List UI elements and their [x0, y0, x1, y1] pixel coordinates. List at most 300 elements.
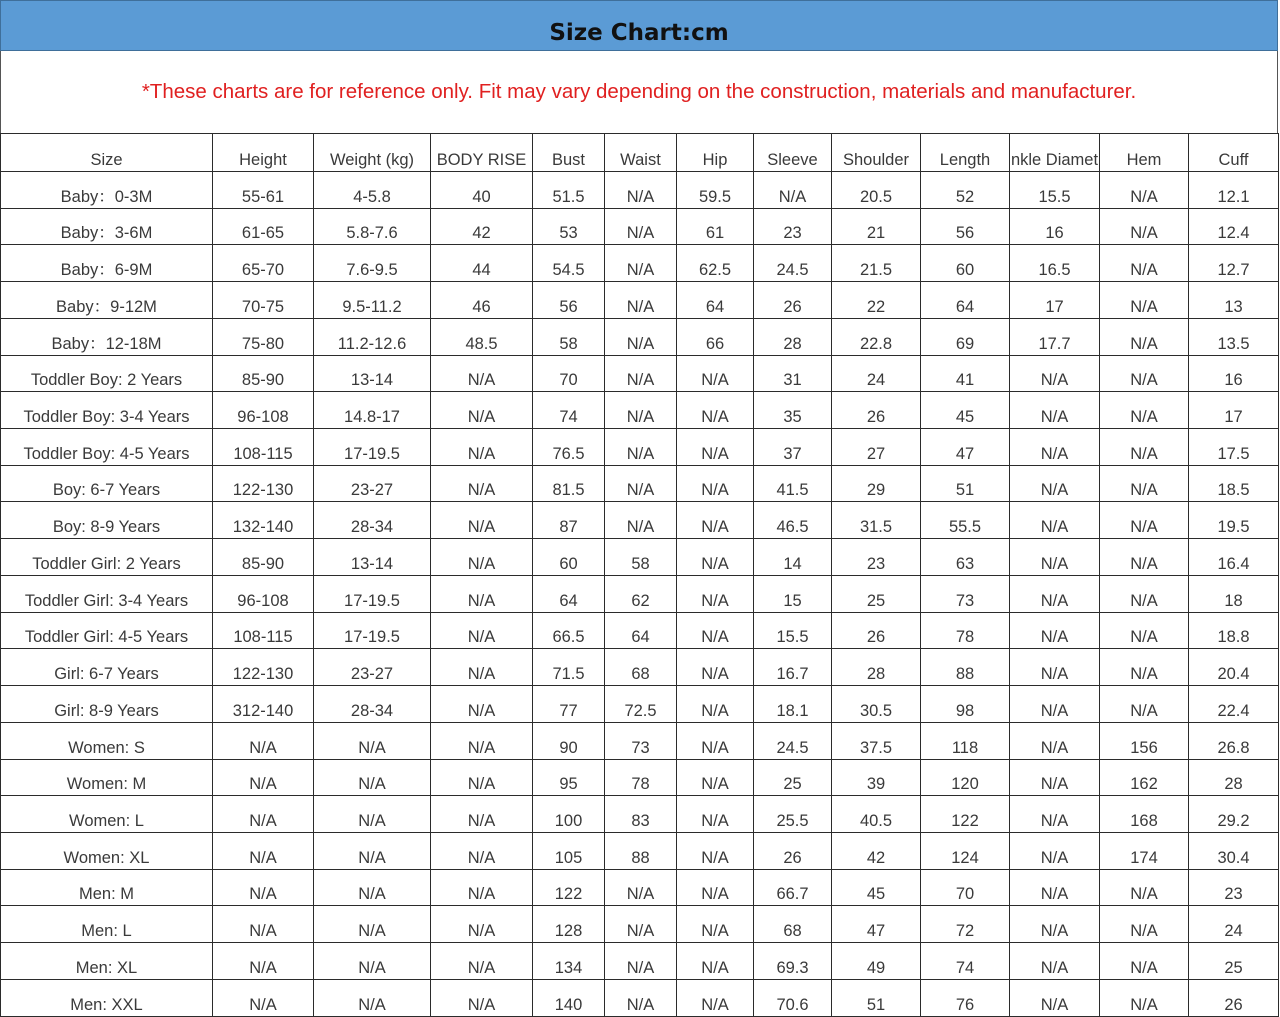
table-cell: 37 — [754, 429, 832, 466]
table-row — [1, 355, 1279, 392]
size-label-cell: Baby：9-12M — [1, 282, 213, 319]
page-title: Size Chart:cm — [549, 19, 729, 46]
size-label-cell: Baby：6-9M — [1, 245, 213, 282]
table-cell: 14 — [754, 539, 832, 576]
table-cell: 162 — [1100, 759, 1189, 796]
table-cell: N/A — [677, 722, 754, 759]
table-cell: 23 — [754, 208, 832, 245]
table-cell: N/A — [1100, 355, 1189, 392]
table-cell: 26 — [832, 612, 921, 649]
table-cell: N/A — [1100, 465, 1189, 502]
table-row — [1, 612, 1279, 649]
table-cell: N/A — [431, 575, 533, 612]
table-cell: 75-80 — [213, 318, 314, 355]
table-cell: 26 — [1189, 979, 1279, 1016]
size-label-cell: Boy: 8-9 Years — [1, 502, 213, 539]
table-cell: 28 — [1189, 759, 1279, 796]
table-cell: 23-27 — [314, 465, 431, 502]
table-header-row — [1, 134, 1279, 172]
table-cell: 88 — [605, 832, 677, 869]
table-cell: 47 — [832, 906, 921, 943]
size-label-cell: Toddler Boy: 2 Years — [1, 355, 213, 392]
table-cell: 17 — [1010, 282, 1100, 319]
table-cell: N/A — [213, 869, 314, 906]
table-cell: 51 — [832, 979, 921, 1016]
table-cell: 70 — [533, 355, 605, 392]
size-label-cell: Toddler Girl: 4-5 Years — [1, 612, 213, 649]
table-cell: N/A — [431, 502, 533, 539]
table-cell: N/A — [1100, 649, 1189, 686]
table-cell: N/A — [431, 686, 533, 723]
table-cell: 28-34 — [314, 686, 431, 723]
table-cell: N/A — [1100, 429, 1189, 466]
table-cell: 77 — [533, 686, 605, 723]
table-cell: 17.5 — [1189, 429, 1279, 466]
size-label-cell: Baby：12-18M — [1, 318, 213, 355]
table-cell: 24.5 — [754, 245, 832, 282]
table-cell: 72.5 — [605, 686, 677, 723]
table-cell: 128 — [533, 906, 605, 943]
table-row — [1, 722, 1279, 759]
table-cell: 15.5 — [1010, 172, 1100, 209]
table-cell: 64 — [921, 282, 1010, 319]
table-cell: N/A — [1100, 612, 1189, 649]
size-label-cell: Baby：3-6M — [1, 208, 213, 245]
table-cell: 74 — [533, 392, 605, 429]
table-cell: 29 — [832, 465, 921, 502]
table-cell: 28 — [832, 649, 921, 686]
table-cell: 48.5 — [431, 318, 533, 355]
size-label-cell: Toddler Girl: 3-4 Years — [1, 575, 213, 612]
table-cell: 95 — [533, 759, 605, 796]
table-cell: 21.5 — [832, 245, 921, 282]
table-cell: 22.4 — [1189, 686, 1279, 723]
table-row — [1, 686, 1279, 723]
table-cell: 31 — [754, 355, 832, 392]
table-row — [1, 392, 1279, 429]
table-cell: N/A — [1100, 539, 1189, 576]
table-cell: 17-19.5 — [314, 612, 431, 649]
table-cell: 74 — [921, 943, 1010, 980]
table-cell: N/A — [677, 465, 754, 502]
table-cell: 55-61 — [213, 172, 314, 209]
table-row — [1, 979, 1279, 1016]
table-cell: 59.5 — [677, 172, 754, 209]
table-cell: 70.6 — [754, 979, 832, 1016]
table-cell: 60 — [921, 245, 1010, 282]
table-cell: N/A — [677, 539, 754, 576]
table-cell: 7.6-9.5 — [314, 245, 431, 282]
table-cell: 25 — [754, 759, 832, 796]
table-cell: N/A — [754, 172, 832, 209]
table-cell: 105 — [533, 832, 605, 869]
table-cell: 81.5 — [533, 465, 605, 502]
table-cell: N/A — [431, 612, 533, 649]
table-cell: 58 — [605, 539, 677, 576]
table-cell: N/A — [213, 796, 314, 833]
table-cell: N/A — [1010, 906, 1100, 943]
table-cell: 45 — [832, 869, 921, 906]
table-cell: N/A — [677, 502, 754, 539]
table-cell: N/A — [314, 796, 431, 833]
table-cell: 100 — [533, 796, 605, 833]
column-header: Height — [213, 134, 314, 172]
table-cell: 30.5 — [832, 686, 921, 723]
table-cell: 16.5 — [1010, 245, 1100, 282]
size-label-cell: Women: L — [1, 796, 213, 833]
size-label-cell: Men: XXL — [1, 979, 213, 1016]
column-header: Bust — [533, 134, 605, 172]
table-cell: 12.1 — [1189, 172, 1279, 209]
table-cell: 66.5 — [533, 612, 605, 649]
table-cell: 61 — [677, 208, 754, 245]
table-cell: 16 — [1189, 355, 1279, 392]
size-label-cell: Baby：0-3M — [1, 172, 213, 209]
table-cell: 42 — [431, 208, 533, 245]
table-cell: 54.5 — [533, 245, 605, 282]
table-cell: 69.3 — [754, 943, 832, 980]
table-cell: N/A — [1010, 759, 1100, 796]
table-cell: N/A — [1100, 943, 1189, 980]
table-cell: 25.5 — [754, 796, 832, 833]
table-cell: N/A — [1100, 906, 1189, 943]
table-cell: 23 — [832, 539, 921, 576]
table-cell: 42 — [832, 832, 921, 869]
table-cell: N/A — [677, 869, 754, 906]
column-header: nkle Diamet — [1010, 134, 1100, 172]
table-cell: 68 — [754, 906, 832, 943]
table-cell: N/A — [605, 355, 677, 392]
table-cell: N/A — [431, 869, 533, 906]
table-cell: 26 — [832, 392, 921, 429]
table-cell: 22 — [832, 282, 921, 319]
table-cell: 78 — [605, 759, 677, 796]
table-cell: 27 — [832, 429, 921, 466]
table-cell: 4-5.8 — [314, 172, 431, 209]
table-cell: 22.8 — [832, 318, 921, 355]
table-cell: 108-115 — [213, 429, 314, 466]
table-cell: N/A — [314, 759, 431, 796]
table-cell: N/A — [213, 979, 314, 1016]
table-row — [1, 429, 1279, 466]
table-cell: N/A — [431, 355, 533, 392]
size-chart-table — [0, 133, 1279, 1017]
table-cell: N/A — [605, 318, 677, 355]
table-cell: 13-14 — [314, 355, 431, 392]
table-cell: N/A — [1100, 282, 1189, 319]
table-cell: 69 — [921, 318, 1010, 355]
table-cell: N/A — [431, 429, 533, 466]
table-cell: 120 — [921, 759, 1010, 796]
table-cell: N/A — [213, 943, 314, 980]
table-cell: 124 — [921, 832, 1010, 869]
table-cell: 11.2-12.6 — [314, 318, 431, 355]
table-cell: 96-108 — [213, 575, 314, 612]
table-row — [1, 832, 1279, 869]
table-cell: N/A — [1010, 539, 1100, 576]
table-cell: N/A — [431, 832, 533, 869]
table-cell: 41.5 — [754, 465, 832, 502]
table-cell: N/A — [605, 208, 677, 245]
table-cell: N/A — [1010, 502, 1100, 539]
column-header: Shoulder — [832, 134, 921, 172]
table-cell: 140 — [533, 979, 605, 1016]
table-cell: 9.5-11.2 — [314, 282, 431, 319]
note-area — [0, 51, 1278, 133]
table-cell: N/A — [1010, 575, 1100, 612]
table-cell: 23-27 — [314, 649, 431, 686]
table-cell: 28-34 — [314, 502, 431, 539]
table-cell: 51 — [921, 465, 1010, 502]
table-cell: 168 — [1100, 796, 1189, 833]
table-cell: 30.4 — [1189, 832, 1279, 869]
table-cell: 29.2 — [1189, 796, 1279, 833]
table-cell: N/A — [1100, 979, 1189, 1016]
table-cell: N/A — [314, 869, 431, 906]
table-cell: 132-140 — [213, 502, 314, 539]
table-cell: N/A — [677, 575, 754, 612]
table-cell: 118 — [921, 722, 1010, 759]
table-cell: 122-130 — [213, 465, 314, 502]
table-cell: 66.7 — [754, 869, 832, 906]
table-cell: 85-90 — [213, 539, 314, 576]
table-cell: N/A — [1010, 612, 1100, 649]
size-label-cell: Women: XL — [1, 832, 213, 869]
size-label-cell: Toddler Boy: 3-4 Years — [1, 392, 213, 429]
table-cell: N/A — [677, 759, 754, 796]
table-cell: 122 — [921, 796, 1010, 833]
column-header: Hem — [1100, 134, 1189, 172]
table-cell: 64 — [533, 575, 605, 612]
table-cell: 24 — [832, 355, 921, 392]
column-header: BODY RISE — [431, 134, 533, 172]
table-cell: N/A — [213, 722, 314, 759]
table-cell: 31.5 — [832, 502, 921, 539]
size-label-cell: Boy: 6-7 Years — [1, 465, 213, 502]
table-cell: 73 — [921, 575, 1010, 612]
table-cell: N/A — [605, 429, 677, 466]
table-cell: 63 — [921, 539, 1010, 576]
table-cell: N/A — [677, 906, 754, 943]
table-cell: 56 — [533, 282, 605, 319]
table-cell: N/A — [605, 869, 677, 906]
table-cell: 18.1 — [754, 686, 832, 723]
table-row — [1, 502, 1279, 539]
table-cell: 108-115 — [213, 612, 314, 649]
table-cell: 23 — [1189, 869, 1279, 906]
table-cell: N/A — [1100, 575, 1189, 612]
table-cell: 40 — [431, 172, 533, 209]
size-label-cell: Toddler Girl: 2 Years — [1, 539, 213, 576]
table-cell: 24.5 — [754, 722, 832, 759]
table-cell: 56 — [921, 208, 1010, 245]
table-cell: N/A — [314, 722, 431, 759]
column-header: Hip — [677, 134, 754, 172]
table-cell: 17 — [1189, 392, 1279, 429]
table-cell: 39 — [832, 759, 921, 796]
table-row — [1, 869, 1279, 906]
table-cell: N/A — [677, 796, 754, 833]
table-cell: 78 — [921, 612, 1010, 649]
column-header: Cuff — [1189, 134, 1279, 172]
table-cell: N/A — [431, 906, 533, 943]
column-header: Sleeve — [754, 134, 832, 172]
table-cell: 96-108 — [213, 392, 314, 429]
table-cell: 98 — [921, 686, 1010, 723]
table-cell: N/A — [1010, 392, 1100, 429]
table-cell: N/A — [605, 392, 677, 429]
table-cell: N/A — [605, 979, 677, 1016]
table-cell: N/A — [605, 245, 677, 282]
table-cell: 62.5 — [677, 245, 754, 282]
table-cell: N/A — [1010, 796, 1100, 833]
table-cell: N/A — [605, 465, 677, 502]
table-cell: 37.5 — [832, 722, 921, 759]
table-row — [1, 208, 1279, 245]
table-cell: 15.5 — [754, 612, 832, 649]
table-cell: 46.5 — [754, 502, 832, 539]
table-cell: N/A — [1100, 686, 1189, 723]
table-cell: N/A — [431, 759, 533, 796]
table-cell: N/A — [677, 355, 754, 392]
size-label-cell: Men: XL — [1, 943, 213, 980]
table-cell: 25 — [1189, 943, 1279, 980]
column-header: Waist — [605, 134, 677, 172]
table-cell: 70 — [921, 869, 1010, 906]
table-cell: 52 — [921, 172, 1010, 209]
size-label-cell: Girl: 6-7 Years — [1, 649, 213, 686]
table-cell: 26 — [754, 832, 832, 869]
table-cell: 13.5 — [1189, 318, 1279, 355]
table-cell: N/A — [431, 943, 533, 980]
table-cell: 17.7 — [1010, 318, 1100, 355]
table-cell: 45 — [921, 392, 1010, 429]
table-cell: N/A — [605, 282, 677, 319]
table-cell: N/A — [431, 465, 533, 502]
table-cell: N/A — [431, 722, 533, 759]
table-cell: 65-70 — [213, 245, 314, 282]
table-cell: 76 — [921, 979, 1010, 1016]
table-cell: N/A — [605, 172, 677, 209]
table-cell: 134 — [533, 943, 605, 980]
table-cell: 46 — [431, 282, 533, 319]
size-label-cell: Men: M — [1, 869, 213, 906]
table-cell: N/A — [1010, 649, 1100, 686]
table-cell: 62 — [605, 575, 677, 612]
table-cell: N/A — [431, 796, 533, 833]
table-cell: 49 — [832, 943, 921, 980]
reference-note: *These charts are for reference only. Fit may vary depending on the construction, materials and manufacturer. — [141, 80, 1137, 103]
table-cell: 51.5 — [533, 172, 605, 209]
column-header: Length — [921, 134, 1010, 172]
table-cell: N/A — [1100, 869, 1189, 906]
table-body — [1, 172, 1279, 1017]
table-cell: 12.4 — [1189, 208, 1279, 245]
table-cell: 44 — [431, 245, 533, 282]
table-cell: 58 — [533, 318, 605, 355]
table-cell: N/A — [677, 649, 754, 686]
table-cell: 17-19.5 — [314, 429, 431, 466]
size-label-cell: Women: M — [1, 759, 213, 796]
table-cell: N/A — [314, 979, 431, 1016]
title-bar — [0, 0, 1278, 51]
table-cell: 12.7 — [1189, 245, 1279, 282]
table-cell: 26 — [754, 282, 832, 319]
table-cell: N/A — [677, 429, 754, 466]
table-cell: 71.5 — [533, 649, 605, 686]
table-cell: 156 — [1100, 722, 1189, 759]
table-cell: 61-65 — [213, 208, 314, 245]
table-cell: 83 — [605, 796, 677, 833]
table-cell: 26.8 — [1189, 722, 1279, 759]
table-cell: N/A — [431, 979, 533, 1016]
table-cell: N/A — [1010, 722, 1100, 759]
table-cell: 21 — [832, 208, 921, 245]
table-cell: N/A — [677, 686, 754, 723]
table-cell: N/A — [1010, 429, 1100, 466]
table-cell: 312-140 — [213, 686, 314, 723]
table-cell: N/A — [1100, 392, 1189, 429]
table-cell: 85-90 — [213, 355, 314, 392]
table-cell: N/A — [677, 612, 754, 649]
size-label-cell: Men: L — [1, 906, 213, 943]
table-cell: 72 — [921, 906, 1010, 943]
table-row — [1, 539, 1279, 576]
table-cell: N/A — [605, 943, 677, 980]
table-cell: N/A — [1100, 245, 1189, 282]
table-cell: N/A — [677, 943, 754, 980]
table-cell: N/A — [677, 392, 754, 429]
table-cell: 5.8-7.6 — [314, 208, 431, 245]
table-cell: N/A — [213, 832, 314, 869]
table-cell: N/A — [1010, 979, 1100, 1016]
table-cell: N/A — [1010, 355, 1100, 392]
table-cell: N/A — [1010, 832, 1100, 869]
table-cell: 15 — [754, 575, 832, 612]
table-cell: 20.5 — [832, 172, 921, 209]
table-cell: 18.8 — [1189, 612, 1279, 649]
table-cell: 64 — [605, 612, 677, 649]
table-cell: N/A — [314, 906, 431, 943]
table-row — [1, 759, 1279, 796]
table-cell: N/A — [314, 832, 431, 869]
table-cell: N/A — [1010, 686, 1100, 723]
table-cell: 122-130 — [213, 649, 314, 686]
table-cell: 53 — [533, 208, 605, 245]
size-label-cell: Toddler Boy: 4-5 Years — [1, 429, 213, 466]
size-label-cell: Girl: 8-9 Years — [1, 686, 213, 723]
table-cell: 13 — [1189, 282, 1279, 319]
table-row — [1, 282, 1279, 319]
column-header: Weight (kg) — [314, 134, 431, 172]
table-cell: 28 — [754, 318, 832, 355]
table-cell: N/A — [431, 392, 533, 429]
table-cell: 40.5 — [832, 796, 921, 833]
table-cell: 87 — [533, 502, 605, 539]
table-row — [1, 943, 1279, 980]
table-cell: N/A — [1100, 502, 1189, 539]
table-row — [1, 796, 1279, 833]
table-cell: 18.5 — [1189, 465, 1279, 502]
table-cell: N/A — [1010, 943, 1100, 980]
table-cell: N/A — [677, 832, 754, 869]
table-row — [1, 649, 1279, 686]
table-cell: N/A — [1100, 318, 1189, 355]
table-cell: 76.5 — [533, 429, 605, 466]
table-cell: 60 — [533, 539, 605, 576]
table-cell: 47 — [921, 429, 1010, 466]
table-cell: N/A — [1010, 465, 1100, 502]
